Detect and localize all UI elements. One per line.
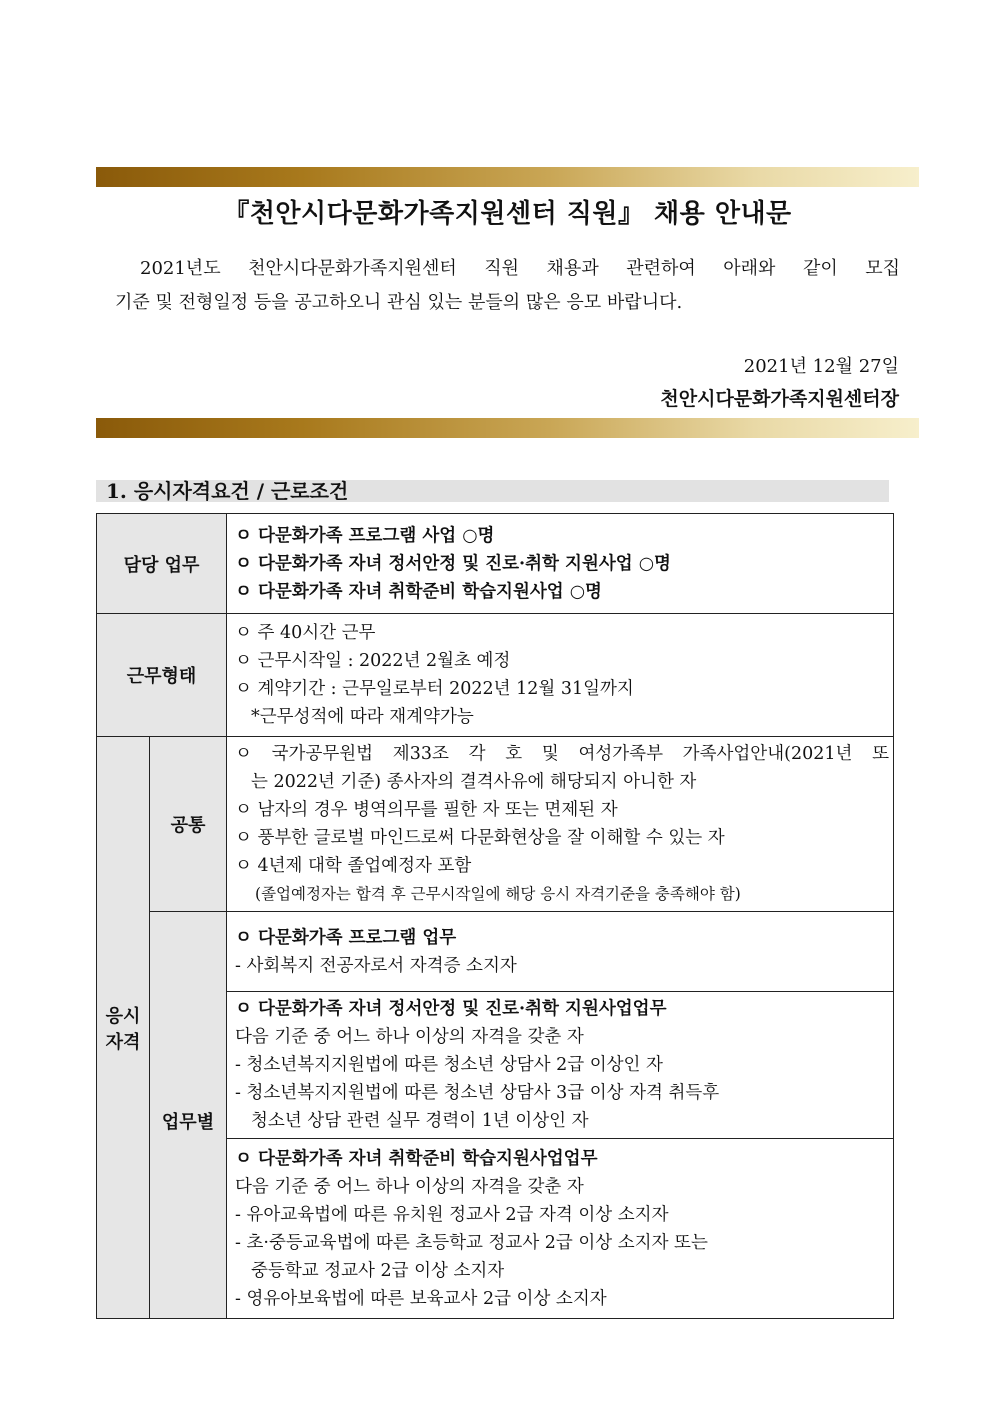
- duty-content: [227, 514, 894, 614]
- common-line: 는 2022년 기준) 종사자의 결격사유에 해당되지 아니한 자: [251, 772, 697, 792]
- job2-content: [227, 992, 894, 1139]
- job1-content: [227, 912, 894, 992]
- issuing-organization: 천안시다문화가족지원센터장: [660, 388, 899, 410]
- intro-line-2: 기준 및 전형일정 등을 공고하오니 관심 있는 분들의 많은 응모 바랍니다.: [115, 292, 683, 313]
- duty-item: ㅇ 다문화가족 자녀 정서안정 및 진로·취학 지원사업 ○명: [235, 553, 671, 574]
- common-line: ㅇ 남자의 경우 병역의무를 필한 자 또는 면제된 자: [235, 800, 618, 820]
- job3-line: - 유아교육법에 따른 유치원 정교사 2급 자격 이상 소지자: [235, 1204, 669, 1225]
- section-1-heading: 1. 응시자격요건 / 근로조건: [96, 480, 889, 502]
- common-header: 공통: [150, 737, 227, 912]
- common-line: ㅇ 풍부한 글로벌 마인드로써 다문화현상을 잘 이해할 수 있는 자: [235, 828, 725, 848]
- work-item-note: *근무성적에 따라 재계약가능: [251, 707, 474, 727]
- qualification-header-line1: 응시: [105, 1005, 141, 1027]
- job3-line: 다음 기준 중 어느 하나 이상의 자격을 갖춘 자: [235, 1176, 584, 1197]
- common-line: ㅇ 국가공무원법 제33조 각 호 및 여성가족부 가족사업안내(2021년 또: [235, 744, 890, 764]
- bottom-gold-bar: [96, 418, 919, 438]
- intro-line-1: 2021년도 천안시다문화가족지원센터 직원 채용과 관련하여 아래와 같이 모집: [140, 258, 900, 279]
- job2-title: ㅇ 다문화가족 자녀 정서안정 및 진로·취학 지원사업업무: [235, 999, 667, 1019]
- work-row: [97, 614, 894, 737]
- job1-line: - 사회복지 전공자로서 자격증 소지자: [235, 955, 517, 976]
- top-gold-bar: [96, 167, 919, 187]
- intro-paragraph: [115, 252, 900, 320]
- qualification-table: [96, 513, 894, 1319]
- common-row: [97, 737, 894, 912]
- job2-line: - 청소년복지지원법에 따른 청소년 상담사 3급 이상 자격 취득후: [235, 1083, 720, 1103]
- job3-line: - 영유아보육법에 따른 보육교사 2급 이상 소지자: [235, 1288, 607, 1309]
- job1-title: ㅇ 다문화가족 프로그램 업무: [235, 927, 457, 948]
- notice-date: 2021년 12월 27일: [743, 356, 899, 377]
- job2-line: - 청소년복지지원법에 따른 청소년 상담사 2급 이상인 자: [235, 1055, 663, 1075]
- common-line-note: (졸업예정자는 합격 후 근무시작일에 해당 응시 자격기준을 충족해야 함): [255, 885, 741, 903]
- job2-line: 다음 기준 중 어느 하나 이상의 자격을 갖춘 자: [235, 1027, 584, 1047]
- work-header: 근무형태: [97, 614, 227, 737]
- qualification-header: [97, 737, 150, 1319]
- work-content: [227, 614, 894, 737]
- duty-item: ㅇ 다문화가족 자녀 취학준비 학습지원사업 ○명: [235, 581, 602, 602]
- qualification-header-line2: 자격: [105, 1031, 141, 1053]
- duty-row: [97, 514, 894, 614]
- job3-line: 중등학교 정교사 2급 이상 소지자: [251, 1260, 505, 1281]
- duty-item: ㅇ 다문화가족 프로그램 사업 ○명: [235, 525, 495, 546]
- job3-line: - 초·중등교육법에 따른 초등학교 정교사 2급 이상 소지자 또는: [235, 1232, 708, 1253]
- job3-content: [227, 1139, 894, 1319]
- work-item: ㅇ 근무시작일 : 2022년 2월초 예정: [235, 651, 511, 671]
- work-item: ㅇ 계약기간 : 근무일로부터 2022년 12월 31일까지: [235, 679, 634, 699]
- byjob-header: 업무별: [150, 912, 227, 1319]
- page-title: 『천안시다문화가족지원센터 직원』 채용 안내문: [223, 199, 792, 229]
- job3-title: ㅇ 다문화가족 자녀 취학준비 학습지원사업업무: [235, 1148, 598, 1169]
- work-item: ㅇ 주 40시간 근무: [235, 623, 376, 643]
- common-line: ㅇ 4년제 대학 졸업예정자 포함: [235, 856, 472, 876]
- common-content: [227, 737, 894, 912]
- job1-row: [97, 912, 894, 992]
- job2-line: 청소년 상담 관련 실무 경력이 1년 이상인 자: [251, 1111, 589, 1131]
- duty-header: 담당 업무: [97, 514, 227, 614]
